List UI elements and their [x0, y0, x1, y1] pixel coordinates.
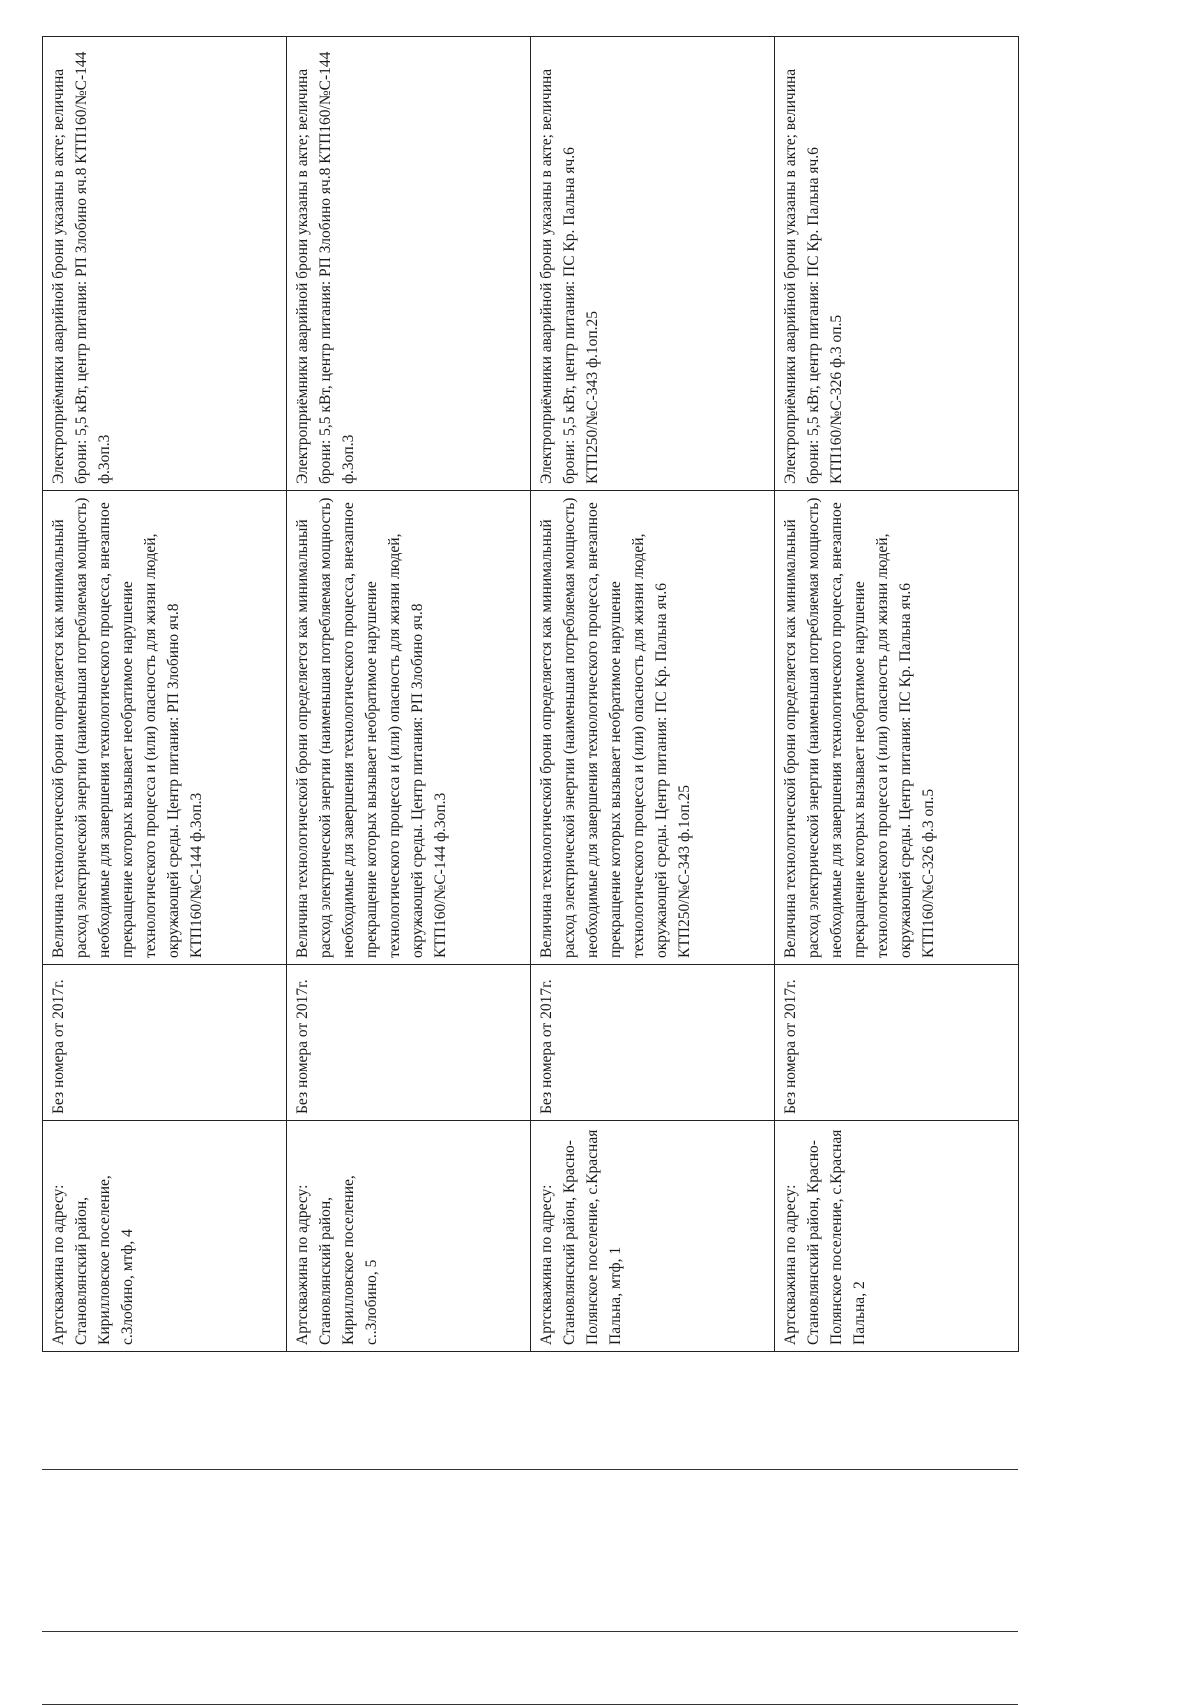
- cell-emergency-reserve: Электроприёмники аварийной брони указаны в акте; величина брони: 5,5 кВт, центр питания: РП Злобино яч.8 КТП160/№С-144 ф.3оп.3: [43, 37, 287, 491]
- cell-tech-reserve: Величина технологической брони определяется как минимальный расход электрической энергии (наименьшая потребляемая мощность) необходимые для завершения технологического процесса, внезапное прекращение которых вызывает необратимое нарушение технологического процесса и (или) опасность для жизни людей, окружающей среды. Центр питания: РП Злобино яч.8 КТП160/№С-144 ф.3оп.3: [43, 491, 287, 965]
- cell-act: Без номера от 2017г.: [775, 965, 1019, 1121]
- horizontal-rule: [42, 1469, 1018, 1470]
- cell-tech-reserve: Величина технологической брони определяется как минимальный расход электрической энергии (наименьшая потребляемая мощность) необходимые для завершения технологического процесса, внезапное прекращение которых вызывает необратимое нарушение технологического процесса и (или) опасность для жизни людей, окружающей среды. Центр питания: ПС Кр. Пальна яч.6 КТП250/№С-343 ф.1оп.25: [531, 491, 775, 965]
- cell-emergency-reserve: Электроприёмники аварийной брони указаны в акте; величина брони: 5,5 кВт, центр питания: ПС Кр. Пальна яч.6 КТП250/№С-343 ф.1оп.25: [531, 37, 775, 491]
- cell-object-address: Артскважина по адресу: Становлянский район, Красно-Полянское поселение, с.Красная Пальна, мтф, 1: [531, 1121, 775, 1352]
- rotated-table-wrapper: [42, 37, 1018, 1352]
- horizontal-rule: [42, 1631, 1018, 1632]
- cell-tech-reserve: Величина технологической брони определяется как минимальный расход электрической энергии (наименьшая потребляемая мощность) необходимые для завершения технологического процесса, внезапное прекращение которых вызывает необратимое нарушение технологического процесса и (или) опасность для жизни людей, окружающей среды. Центр питания: РП Злобино яч.8 КТП160/№С-144 ф.3оп.3: [287, 491, 531, 965]
- cell-act: Без номера от 2017г.: [287, 965, 531, 1121]
- cell-act: Без номера от 2017г.: [43, 965, 287, 1121]
- cell-emergency-reserve: Электроприёмники аварийной брони указаны в акте; величина брони: 5,5 кВт, центр питания: РП Злобино яч.8 КТП160/№С-144 ф.3оп.3: [287, 37, 531, 491]
- rotated-table-frame: [42, 37, 1018, 1352]
- cell-object-address: Артскважина по адресу: Становлянский район, Кирилловское поселение, с.Злобино, мтф, 4: [43, 1121, 287, 1352]
- table-row: [43, 37, 287, 1352]
- cell-object-address: Артскважина по адресу: Становлянский район, Кирилловское поселение, с..Злобино, 5: [287, 1121, 531, 1352]
- cell-act: Без номера от 2017г.: [531, 965, 775, 1121]
- table-row: [531, 37, 775, 1352]
- table-row: [287, 37, 531, 1352]
- reserve-table: [42, 36, 1019, 1352]
- cell-tech-reserve: Величина технологической брони определяется как минимальный расход электрической энергии (наименьшая потребляемая мощность) необходимые для завершения технологического процесса, внезапное прекращение которых вызывает необратимое нарушение технологического процесса и (или) опасность для жизни людей, окружающей среды. Центр питания: ПС Кр. Пальна яч.6 КТП160/№С-326 ф.3 оп.5: [775, 491, 1019, 965]
- table-row: [775, 37, 1019, 1352]
- cell-object-address: Артскважина по адресу: Становлянский район, Красно-Полянское поселение, с.Красная Пальна, 2: [775, 1121, 1019, 1352]
- cell-emergency-reserve: Электроприёмники аварийной брони указаны в акте; величина брони: 5,5 кВт, центр питания: ПС Кр. Пальна яч.6 КТП160/№С-326 ф.3 оп.5: [775, 37, 1019, 491]
